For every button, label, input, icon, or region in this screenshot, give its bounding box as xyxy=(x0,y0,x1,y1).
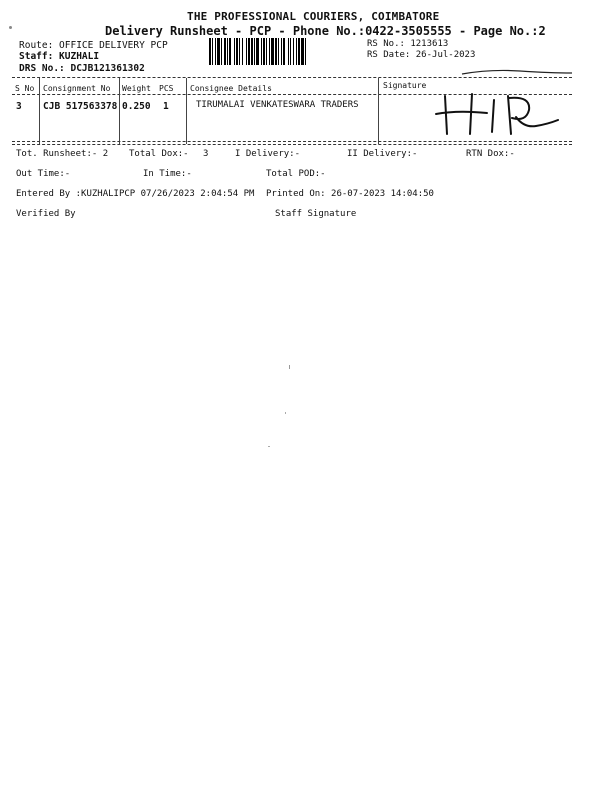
runsheet-title: Delivery Runsheet - PCP - Phone No.:0422-3505555 - Page No.:2 xyxy=(105,24,546,38)
staff-signature: Staff Signature xyxy=(275,209,357,219)
scan-speck xyxy=(268,446,270,447)
row-sno: 3 xyxy=(16,101,22,112)
table-top-rule xyxy=(12,77,572,78)
rs-date: RS Date: 26-Jul-2023 xyxy=(367,50,476,60)
table-bottom-rule-2 xyxy=(12,144,572,145)
col-divider xyxy=(378,78,379,144)
in-time: In Time:- xyxy=(143,169,192,179)
rs-number: RS No.: 1213613 xyxy=(367,39,449,49)
drs-number: DRS No.: DCJB121361302 xyxy=(19,63,145,74)
scan-speck xyxy=(285,412,286,414)
ii-delivery: II Delivery:- xyxy=(347,149,418,159)
rtn-dox: RTN Dox:- xyxy=(466,149,515,159)
col-consignee: Consignee Details xyxy=(190,84,272,93)
i-delivery: I Delivery:- xyxy=(235,149,301,159)
col-divider xyxy=(119,78,120,144)
table-bottom-rule xyxy=(12,141,572,142)
barcode xyxy=(209,38,308,65)
tot-runsheet: Tot. Runsheet:- 2 xyxy=(16,149,109,159)
row-pcs: 1 xyxy=(163,101,169,112)
entered-by: Entered By :KUZHALIPCP 07/26/2023 2:04:54 PM xyxy=(16,189,255,199)
col-divider xyxy=(39,78,40,144)
total-dox-value: 3 xyxy=(203,149,209,159)
col-divider xyxy=(186,78,187,144)
total-dox: Total Dox:- xyxy=(129,149,189,159)
row-weight: 0.250 xyxy=(122,101,151,112)
out-time: Out Time:- xyxy=(16,169,71,179)
col-consignment: Consignment No xyxy=(43,84,111,93)
barcode-bar xyxy=(306,38,308,65)
total-pod: Total POD:- xyxy=(266,169,326,179)
handwritten-signature xyxy=(432,90,562,140)
col-weight: Weight xyxy=(122,84,151,93)
row-consignee: TIRUMALAI VENKATESWARA TRADERS xyxy=(196,100,359,110)
route: Route: OFFICE DELIVERY PCP xyxy=(19,40,168,51)
printed-on: Printed On: 26-07-2023 14:04:50 xyxy=(266,189,434,199)
scan-speck xyxy=(289,365,290,369)
staff: Staff: KUZHALI xyxy=(19,51,100,62)
verified-by: Verified By xyxy=(16,209,76,219)
col-pcs: PCS xyxy=(159,84,174,93)
company-name: THE PROFESSIONAL COURIERS, COIMBATORE xyxy=(187,10,440,23)
col-signature: Signature xyxy=(383,81,427,90)
col-sno: S No xyxy=(15,84,35,93)
row-consignment: CJB 517563378 xyxy=(43,101,118,112)
scan-speck xyxy=(9,26,12,29)
